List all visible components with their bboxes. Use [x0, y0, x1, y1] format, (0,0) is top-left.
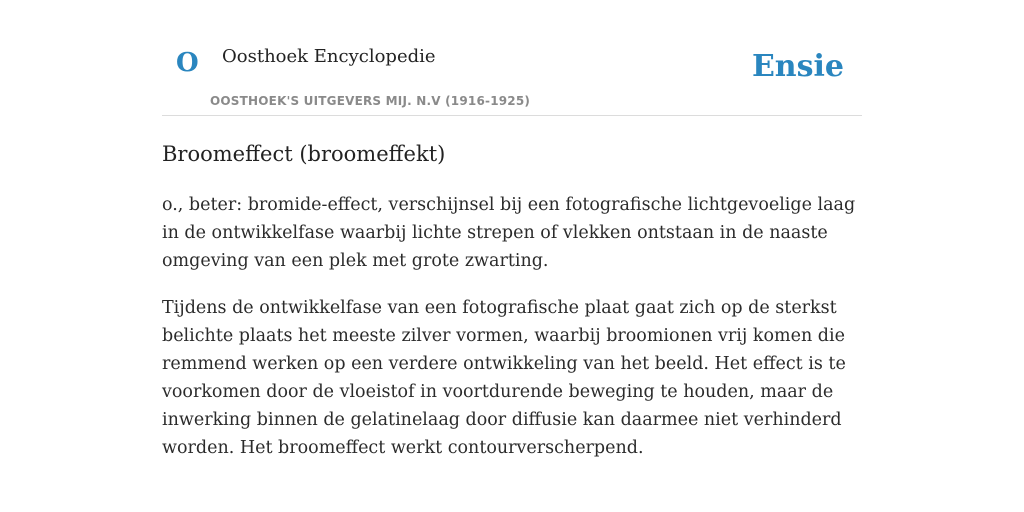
encyclopedia-logo[interactable]: O: [176, 48, 199, 78]
entry-card: [162, 30, 862, 462]
entry-paragraph-1: o., beter: bromide-effect, verschijnsel bij een fotografische lichtgevoelige laag in de ontwikkelfase waarbij lichte strepen of vlekken ontstaan in de naaste omgeving van een plek met grote zwarting.: [162, 195, 856, 272]
ensie-brand-link[interactable]: Ensie: [751, 49, 844, 84]
encyclopedia-header: [162, 30, 862, 116]
publisher-label: OOSTHOEK'S UITGEVERS MIJ. N.V (1916-1925): [210, 94, 531, 108]
encyclopedia-title[interactable]: Oosthoek Encyclopedie: [222, 46, 436, 67]
entry-title: Broomeffect (broomeffekt): [162, 142, 446, 166]
entry-paragraph-2: Tijdens de ontwikkelfase van een fotografische plaat gaat zich op de sterkst belichte plaats het meeste zilver vormen, waarbij broomionen vrij komen die remmend werken op een verdere ontwikkeling van het beeld. Het effect is te voorkomen door de vloeistof in voortdurende beweging te houden, maar de inwerking binnen de gelatinelaag door diffusie kan daarmee niet verhinderd worden. Het broomeffect werkt contourverscherpend.: [162, 298, 846, 459]
